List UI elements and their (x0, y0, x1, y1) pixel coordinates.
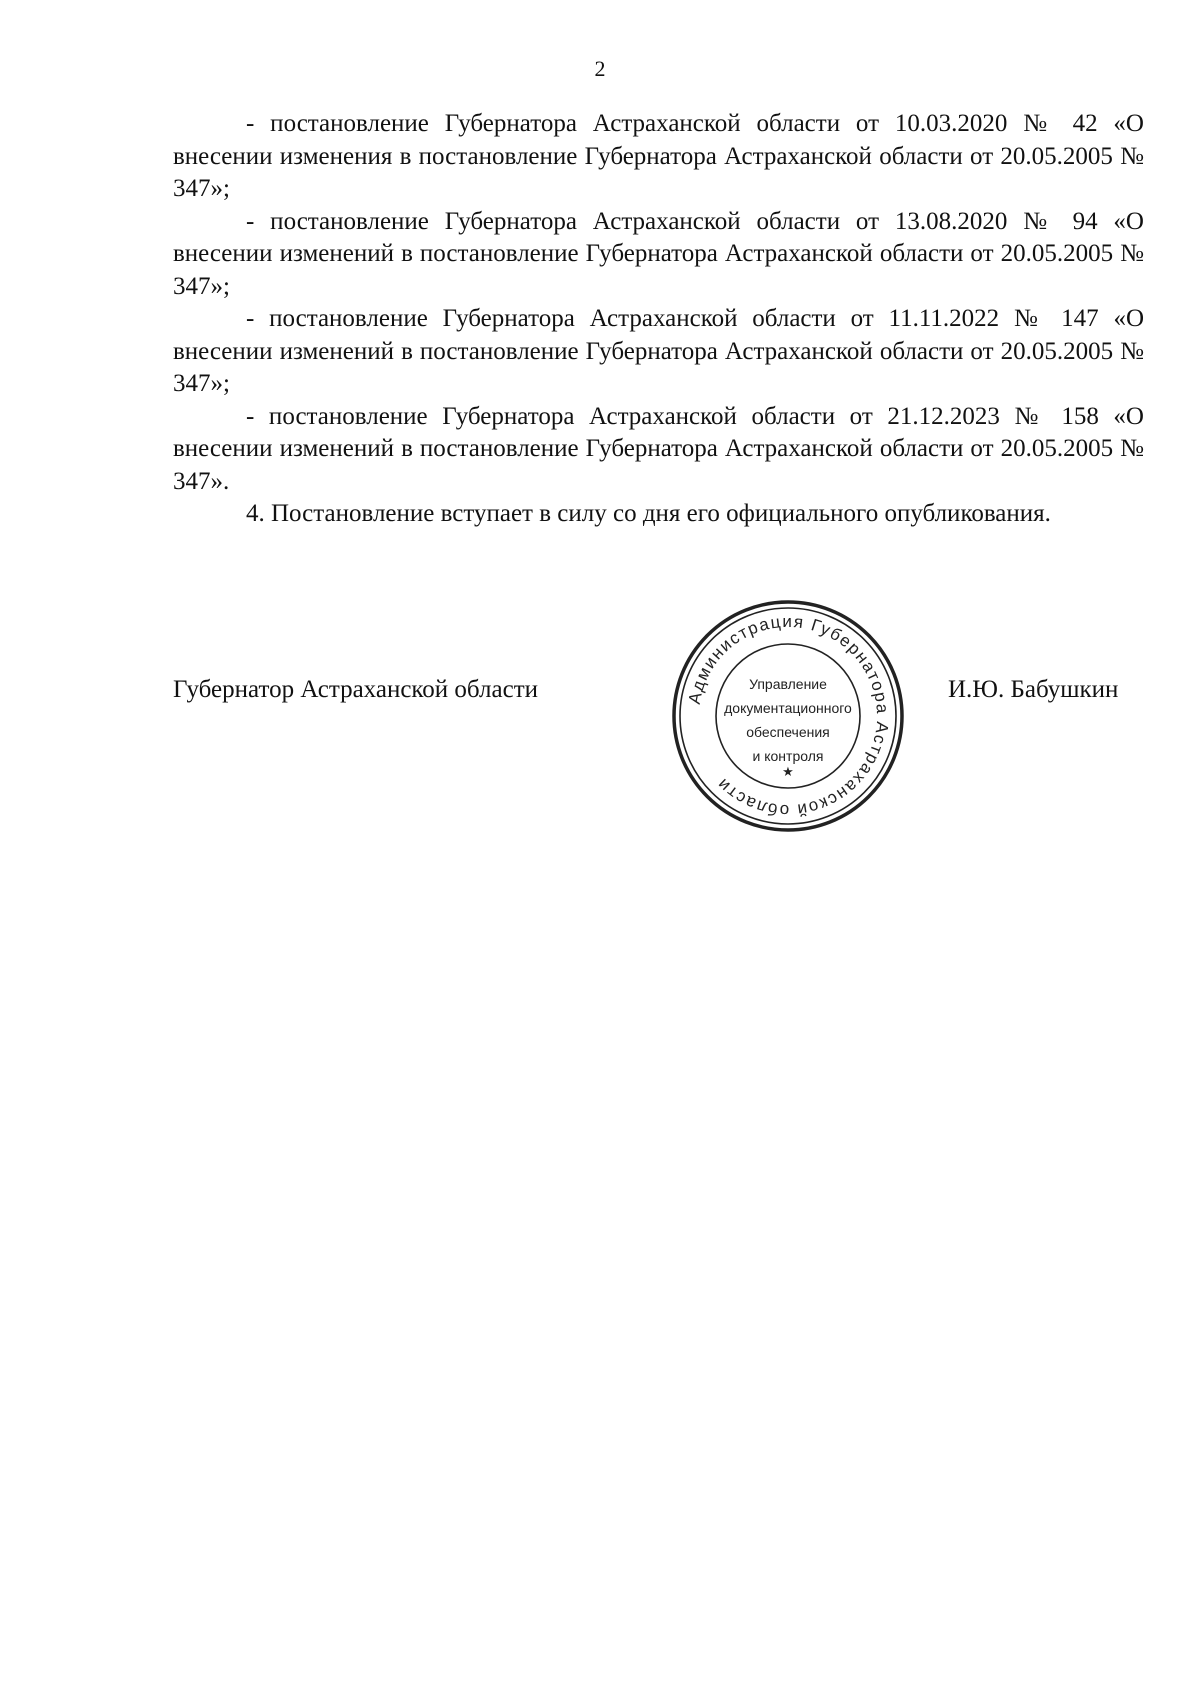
stamp-center-line-2: документационного (724, 700, 852, 716)
stamp-ring-text: Администрация Губернатора Астраханской области (684, 611, 893, 821)
paragraph-decree-2022-147: - постановление Губернатора Астраханской области от 11.11.2022 № 147 «О внесении изменений в постановление Губернатора Астраханской области от 20.05.2005 № 347»; (173, 305, 1144, 397)
paragraph-effective-date: 4. Постановление вступает в силу со дня его официального опубликования. (246, 500, 1051, 527)
stamp-seal-icon (668, 596, 908, 836)
stamp-center-line-4: и контроля (752, 748, 824, 764)
signatory-name: И.Ю. Бабушкин (948, 676, 1119, 703)
official-stamp (668, 596, 908, 836)
document-body (173, 108, 1144, 531)
stamp-center-line-3: обеспечения (746, 724, 830, 740)
paragraph-decree-2020-94: - постановление Губернатора Астраханской области от 13.08.2020 № 94 «О внесении изменений в постановление Губернатора Астраханской области от 20.05.2005 № 347»; (173, 207, 1144, 300)
paragraph-decree-2023-158: - постановление Губернатора Астраханской области от 21.12.2023 № 158 «О внесении изменений в постановление Губернатора Астраханской области от 20.05.2005 № 347». (173, 402, 1144, 495)
stamp-center-line-1: Управление (749, 676, 827, 692)
paragraph-decree-2020-42: - постановление Губернатора Астраханской области от 10.03.2020 № 42 «О внесении изменения в постановление Губернатора Астраханской области от 20.05.2005 № 347»; (173, 110, 1144, 202)
page-number: 2 (594, 56, 606, 81)
svg-text:★: ★ (782, 764, 794, 779)
signatory-position: Губернатор Астраханской области (173, 676, 539, 703)
